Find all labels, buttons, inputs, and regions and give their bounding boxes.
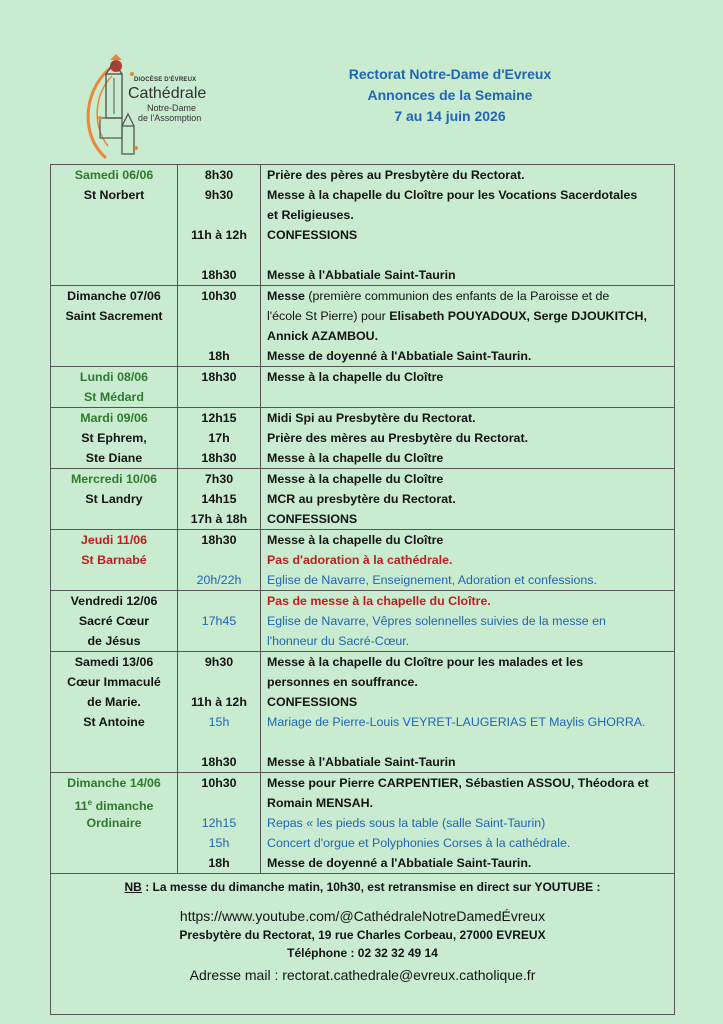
table-row: [51, 591, 675, 652]
time-entry: 11h à 12h: [191, 695, 247, 709]
event-entry: Eglise de Navarre, Enseignement, Adoration et confessions.: [267, 573, 597, 587]
time-entry: 17h: [208, 431, 230, 445]
event-entry: CONFESSIONS: [267, 228, 358, 242]
cathedral-logo: [76, 54, 236, 166]
event-entry: Messe à l'Abbatiale Saint-Taurin: [267, 268, 456, 282]
day-saint: St Landry: [85, 492, 143, 506]
day-saint-2: de Marie.: [87, 695, 141, 709]
footer-nb: [51, 878, 674, 896]
event-names: Elisabeth POUYADOUX, Serge DJOUKITCH,: [389, 309, 647, 323]
time-entry: 9h30: [204, 655, 234, 669]
time-entry: 18h30: [201, 533, 237, 547]
header-title: Rectorat Notre-Dame d'Evreux: [348, 66, 552, 82]
table-footer-row: [51, 874, 675, 1015]
time-entry: [178, 245, 260, 265]
footer-cell: [51, 874, 675, 1015]
event-note: l'école St Pierre) pour: [267, 309, 390, 323]
table-row: [51, 286, 675, 367]
header-dates: 7 au 14 juin 2026: [394, 108, 506, 124]
logo-subtitle-1: Notre-Dame: [147, 103, 197, 113]
times-cell: [178, 367, 261, 408]
event-entry: Pas d'adoration à la cathédrale.: [267, 553, 453, 567]
time-entry: [178, 793, 260, 813]
event-entry: Concert d'orgue et Polyphonies Corses à la cathédrale.: [267, 836, 571, 850]
day-date: Dimanche 14/06: [67, 776, 161, 790]
time-entry: 7h30: [204, 472, 234, 486]
table-row: [51, 773, 675, 874]
day-date: Dimanche 07/06: [67, 289, 161, 303]
day-saint-2: Ordinaire: [86, 816, 142, 830]
events-cell: [261, 469, 675, 530]
time-entry: [178, 591, 260, 611]
event-entry: Messe à la chapelle du Cloître pour les Vocations Sacerdotales: [267, 188, 638, 202]
day-saint: St Ephrem,: [81, 431, 147, 445]
time-entry: [178, 205, 260, 225]
day-saint: St Médard: [84, 390, 144, 404]
day-date: Jeudi 11/06: [80, 533, 148, 547]
event-entry: CONFESSIONS: [267, 512, 358, 526]
day-date: Samedi 13/06: [74, 655, 154, 669]
events-cell: [261, 773, 675, 874]
time-entry: 12h15: [201, 411, 237, 425]
time-entry: 18h: [208, 349, 230, 363]
table-row: [51, 367, 675, 408]
times-cell: [178, 408, 261, 469]
day-saint-3: St Antoine: [83, 715, 145, 729]
time-entry: 20h/22h: [196, 573, 242, 587]
footer-nb-label: NB: [124, 880, 142, 894]
time-entry: 18h30: [201, 755, 237, 769]
day-saint-rest: dimanche: [92, 799, 154, 814]
time-entry: 18h30: [201, 370, 237, 384]
table-row: [51, 530, 675, 591]
day-date: Mardi 09/06: [80, 411, 148, 425]
events-cell: [261, 408, 675, 469]
logo-subtitle-2: de l'Assomption: [138, 113, 202, 123]
time-entry: [178, 732, 260, 752]
table-row: [51, 408, 675, 469]
day-cell: [51, 652, 178, 773]
event-entry: Eglise de Navarre, Vêpres solennelles suivies de la messe en: [267, 614, 606, 628]
time-entry: [178, 306, 260, 326]
event-prefix: Messe: [267, 289, 305, 303]
event-entry: CONFESSIONS: [267, 695, 358, 709]
event-entry: [267, 732, 674, 752]
times-cell: [178, 469, 261, 530]
event-entry: l'honneur du Sacré-Cœur.: [267, 634, 410, 648]
time-entry: 9h30: [204, 188, 234, 202]
day-cell: [51, 469, 178, 530]
day-saint: Cœur Immaculé: [67, 675, 161, 689]
time-entry: 18h30: [201, 268, 237, 282]
header-subtitle: Annonces de la Semaine: [367, 87, 533, 103]
events-cell: [261, 652, 675, 773]
day-cell: [51, 408, 178, 469]
event-entry: Messe de doyenné a l'Abbatiale Saint-Taurin.: [267, 856, 532, 870]
event-entry: Repas « les pieds sous la table (salle Saint-Taurin): [267, 816, 546, 830]
time-entry: 15h: [208, 715, 230, 729]
event-entry: Prière des mères au Presbytère du Rectorat.: [267, 431, 529, 445]
day-date: Mercredi 10/06: [70, 472, 158, 486]
day-saint: St Norbert: [83, 188, 145, 202]
table-row: [51, 165, 675, 286]
day-date: Vendredi 12/06: [70, 594, 158, 608]
day-cell: [51, 165, 178, 286]
times-cell: [178, 530, 261, 591]
time-entry: 10h30: [201, 776, 237, 790]
schedule-table: [50, 164, 675, 1015]
events-cell: [261, 591, 675, 652]
day-cell: [51, 367, 178, 408]
event-entry: Messe à la chapelle du Cloître: [267, 451, 444, 465]
time-entry: 11h à 12h: [191, 228, 247, 242]
event-entry: Messe pour Pierre CARPENTIER, Sébastien ASSOU, Théodora et: [267, 776, 649, 790]
events-cell: [261, 367, 675, 408]
events-cell: [261, 165, 675, 286]
footer-phone: Téléphone : 02 32 32 49 14: [287, 946, 438, 960]
time-entry: 15h: [208, 836, 230, 850]
times-cell: [178, 652, 261, 773]
time-entry: 18h: [208, 856, 230, 870]
footer-address: Presbytère du Rectorat, 19 rue Charles Corbeau, 27000 EVREUX: [179, 928, 546, 942]
event-entry: Messe à la chapelle du Cloître: [267, 533, 444, 547]
day-saint: St Barnabé: [81, 553, 147, 567]
footer-mail: [51, 964, 674, 986]
event-entry: Prière des pères au Presbytère du Rectorat.: [267, 168, 525, 182]
day-cell: [51, 286, 178, 367]
event-entry: Annick AZAMBOU.: [267, 329, 379, 343]
time-entry: 17h45: [201, 614, 237, 628]
table-row: [51, 469, 675, 530]
table-row: [51, 652, 675, 773]
time-entry: 18h30: [201, 451, 237, 465]
page-header: [280, 64, 620, 127]
footer-nb-text: : La messe du dimanche matin, 10h30, est retransmise en direct sur YOUTUBE :: [141, 880, 601, 894]
day-saint: [51, 793, 177, 813]
day-saint: Sacré Cœur: [78, 614, 150, 628]
day-saint-superscript: e: [87, 798, 93, 807]
event-entry: Messe à l'Abbatiale Saint-Taurin: [267, 755, 456, 769]
events-cell: [261, 530, 675, 591]
event-entry: Midi Spi au Presbytère du Rectorat.: [267, 411, 476, 425]
event-entry: et Religieuses.: [267, 208, 354, 222]
event-entry: Messe à la chapelle du Cloître pour les malades et les: [267, 655, 584, 669]
event-note: (première communion des enfants de la Paroisse et de: [304, 289, 610, 303]
day-saint: Saint Sacrement: [65, 309, 163, 323]
time-entry: [178, 672, 260, 692]
day-saint-2: Ste Diane: [85, 451, 143, 465]
times-cell: [178, 773, 261, 874]
youtube-link[interactable]: https://www.youtube.com/@CathédraleNotreDamedÉvreux: [179, 908, 546, 924]
event-entry: MCR au presbytère du Rectorat.: [267, 492, 456, 506]
times-cell: [178, 165, 261, 286]
time-entry: [178, 550, 260, 570]
day-saint-number: 11: [74, 799, 88, 814]
day-cell: [51, 530, 178, 591]
day-cell: [51, 591, 178, 652]
day-cell: [51, 773, 178, 874]
times-cell: [178, 591, 261, 652]
event-entry: Mariage de Pierre-Louis VEYRET-LAUGERIAS ET Maylis GHORRA.: [267, 715, 646, 729]
events-cell: [261, 286, 675, 367]
time-entry: 14h15: [201, 492, 237, 506]
event-entry: [267, 245, 674, 265]
time-entry: 12h15: [201, 816, 237, 830]
times-cell: [178, 286, 261, 367]
day-saint-2: de Jésus: [87, 634, 141, 648]
email-link[interactable]: rectorat.cathedrale@evreux.catholique.fr: [282, 967, 536, 983]
time-entry: 17h à 18h: [190, 512, 248, 526]
event-entry: Messe à la chapelle du Cloître: [267, 472, 444, 486]
event-entry: Messe à la chapelle du Cloître: [267, 370, 444, 384]
logo-name-text: Cathédrale: [128, 85, 207, 102]
logo-diocese-text: DIOCÈSE D'ÉVREUX: [134, 77, 197, 83]
time-entry: [178, 326, 260, 346]
event-entry: Messe de doyenné à l'Abbatiale Saint-Taurin.: [267, 349, 532, 363]
event-entry: [267, 306, 674, 326]
event-entry: Romain MENSAH.: [267, 796, 374, 810]
day-date: Samedi 06/06: [74, 168, 154, 182]
event-entry: personnes en souffrance.: [267, 675, 418, 689]
day-date: Lundi 08/06: [79, 370, 149, 384]
event-entry: [267, 286, 674, 306]
event-entry: Pas de messe à la chapelle du Cloître.: [267, 594, 491, 608]
time-entry: 8h30: [204, 168, 234, 182]
footer-mail-label: Adresse mail :: [189, 967, 283, 983]
time-entry: 10h30: [201, 289, 237, 303]
